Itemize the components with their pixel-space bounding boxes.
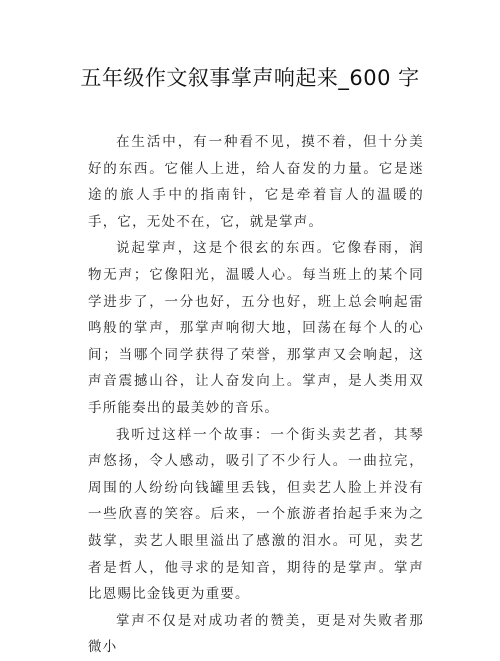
document-body	[88, 129, 424, 661]
paragraph-3: 我听过这样一个故事：一个街头卖艺者，其琴声悠扬，令人感动，吸引了不少行人。一曲拉完，周围的人纷纷向钱罐里丢钱，但卖艺人脸上并没有一些欣喜的笑容。后来，一个旅游者抬起手来为之鼓掌，卖艺人眼里溢出了感激的泪水。可见，卖艺者是哲人，他寻求的是知音，期待的是掌声。掌声比恩赐比金钱更为重要。	[88, 426, 424, 603]
document-title: 五年级作文叙事掌声响起来_600 字	[80, 66, 420, 90]
paragraph-4: 掌声不仅是对成功者的赞美，更是对失败者那微小	[88, 612, 424, 656]
paragraph-1: 在生活中，有一种看不见，摸不着，但十分美好的东西。它催人上进，给人奋发的力量。它是迷途的旅人手中的指南针，它是牵着盲人的温暖的手，它，无处不在，它，就是掌声。	[88, 134, 424, 230]
paragraph-2: 说起掌声，这是个很玄的东西。它像春雨，润物无声；它像阳光，温暖人心。每当班上的某个同学进步了，一分也好，五分也好，班上总会响起雷鸣般的掌声，那掌声响彻大地，回荡在每个人的心间；当哪个同学获得了荣誉，那掌声又会响起，这声音震撼山谷，让人奋发向上。掌声，是人类用双手所能奏出的最美妙的音乐。	[88, 240, 424, 416]
